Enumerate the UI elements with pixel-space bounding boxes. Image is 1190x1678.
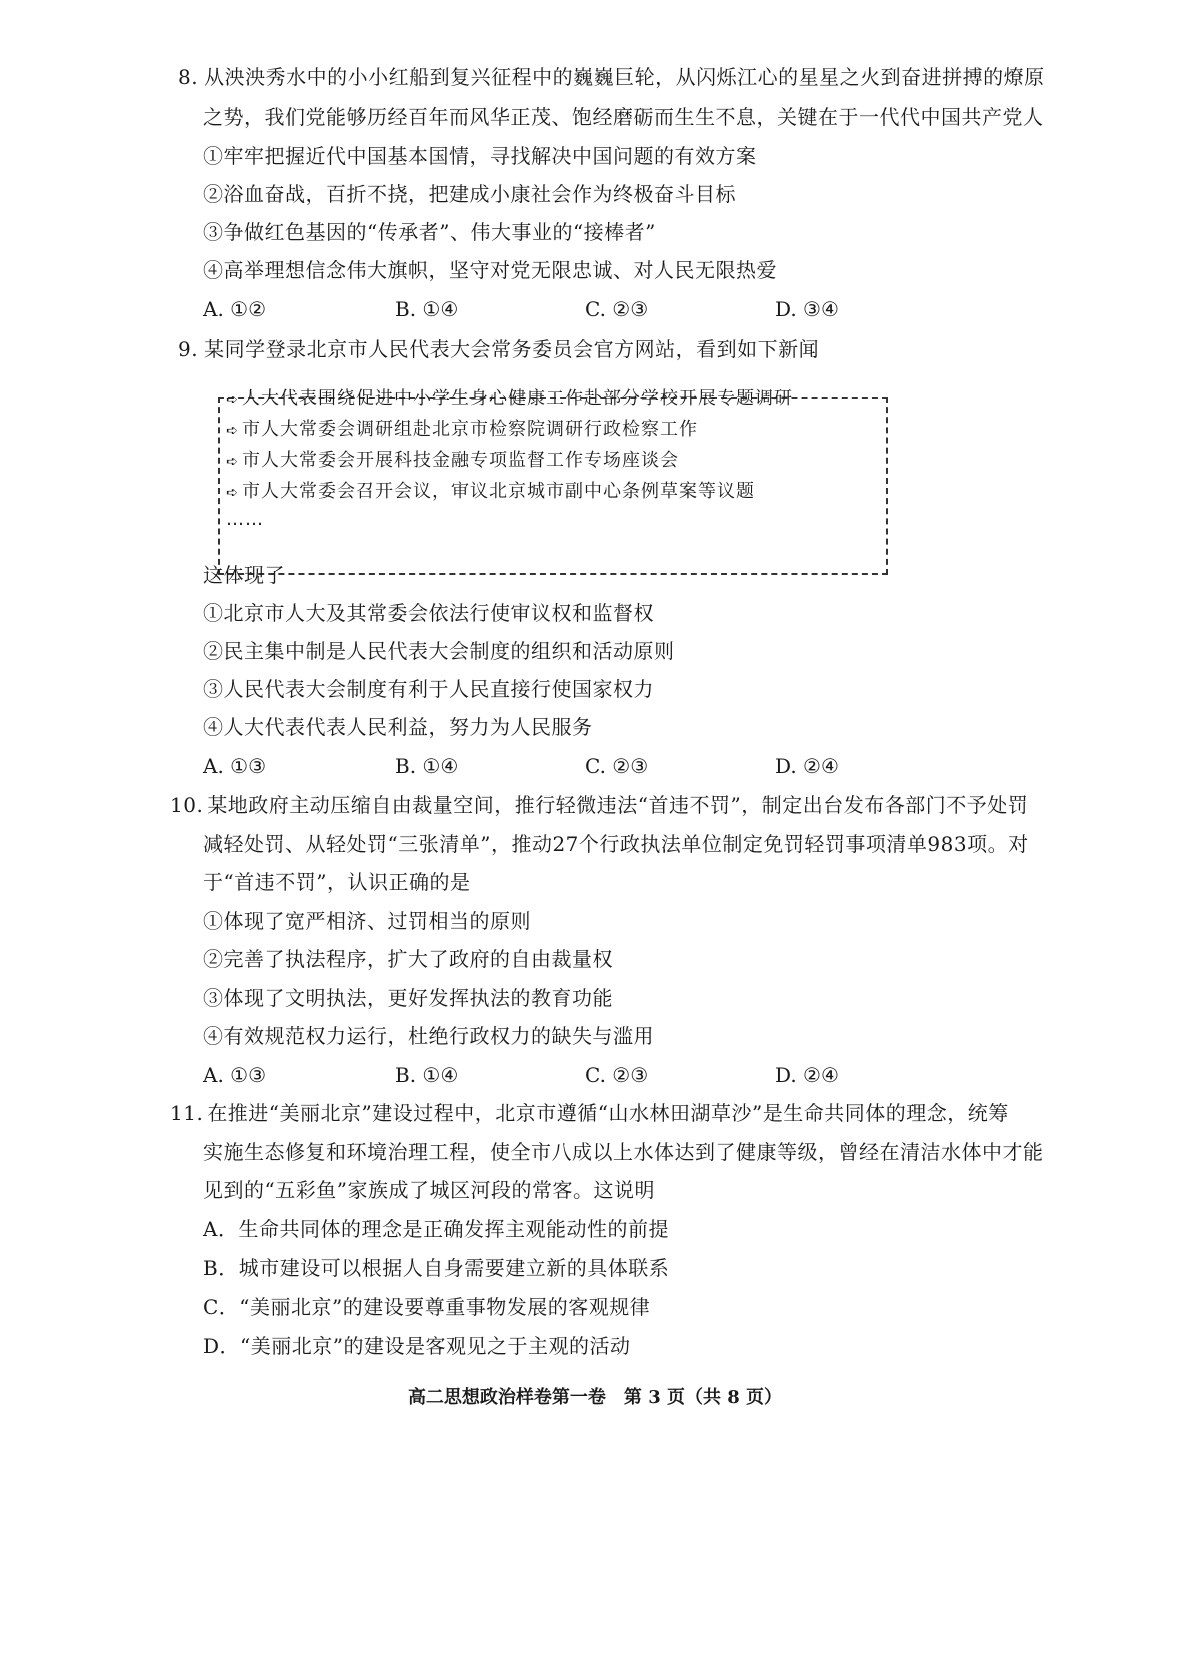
q11-stem-line-2: 实施生态修复和环境治理工程，使全市八成以上水体达到了健康等级，曾经在清洁水体中才能 <box>203 1140 1044 1164</box>
q9-lead: 这体现了 <box>203 563 285 587</box>
arrow-bullet-icon: ➪ <box>226 392 239 408</box>
q9-stem: 9. 某同学登录北京市人民代表大会常务委员会官方网站，看到如下新闻 <box>178 337 820 361</box>
q9-option-c[interactable]: C. ②③ <box>585 754 649 778</box>
q8-option-c[interactable]: C. ②③ <box>585 297 649 321</box>
q11-number: 11. <box>170 1101 204 1125</box>
q9-item-3: ③人民代表大会制度有利于人民直接行使国家权力 <box>203 677 654 701</box>
q10-number: 10. <box>170 793 204 817</box>
q9-option-d[interactable]: D. ②④ <box>775 754 839 778</box>
arrow-bullet-icon: ➪ <box>226 454 239 470</box>
q10-option-d[interactable]: D. ②④ <box>775 1063 839 1087</box>
q11-option-d[interactable]: D．“美丽北京”的建设是客观见之于主观的活动 <box>203 1334 631 1358</box>
q9-item-1: ①北京市人大及其常委会依法行使审议权和监督权 <box>203 601 654 625</box>
q8-number: 8. <box>178 65 199 89</box>
page-footer: 高二思想政治样卷第一卷 第 3 页（共 8 页） <box>407 1387 783 1408</box>
news-item-4: ➪ 市人大常委会召开会议，审议北京城市副中心条例草案等议题 <box>226 480 755 505</box>
q11-option-a[interactable]: A．生命共同体的理念是正确发挥主观能动性的前提 <box>203 1217 669 1241</box>
q8-item-4: ④高举理想信念伟大旗帜，坚守对党无限忠诚、对人民无限热爱 <box>203 258 777 282</box>
q9-number: 9. <box>178 337 199 361</box>
q9-option-a[interactable]: A. ①③ <box>203 754 267 778</box>
q10-item-4: ④有效规范权力运行，杜绝行政权力的缺失与滥用 <box>203 1024 654 1048</box>
q11-stem-line-1: 11. 在推进“美丽北京”建设过程中，北京市遵循“山水林田湖草沙”是生命共同体的理念，统筹 <box>170 1101 1009 1125</box>
q11-stem-line-3: 见到的“五彩鱼”家族成了城区河段的常客。这说明 <box>203 1178 655 1202</box>
q10-option-c[interactable]: C. ②③ <box>585 1063 649 1087</box>
q8-item-2: ②浴血奋战，百折不挠，把建成小康社会作为终极奋斗目标 <box>203 182 736 206</box>
q11-option-b[interactable]: B．城市建设可以根据人自身需要建立新的具体联系 <box>203 1256 670 1280</box>
q10-stem-line-2: 减轻处罚、从轻处罚“三张清单”，推动27个行政执法单位制定免罚轻罚事项清单983项。对 <box>203 832 1029 856</box>
arrow-bullet-icon: ➪ <box>226 423 239 439</box>
q8-option-b[interactable]: B. ①④ <box>395 297 459 321</box>
news-item-2: ➪ 市人大常委会调研组赴北京市检察院调研行政检察工作 <box>226 418 698 443</box>
q8-stem-line-1: 8. 从泱泱秀水中的小小红船到复兴征程中的巍巍巨轮，从闪烁江心的星星之火到奋进拼搏的燎原 <box>178 65 1045 89</box>
q10-option-b[interactable]: B. ①④ <box>395 1063 459 1087</box>
q10-option-a[interactable]: A. ①③ <box>203 1063 267 1087</box>
q8-option-a[interactable]: A. ①② <box>203 297 267 321</box>
q11-option-c[interactable]: C．“美丽北京”的建设要尊重事物发展的客观规律 <box>203 1295 651 1319</box>
q8-stem-line-2: 之势，我们党能够历经百年而风华正茂、饱经磨砺而生生不息，关键在于一代代中国共产党人 <box>203 105 1044 129</box>
news-ellipsis: …… <box>226 509 264 530</box>
q10-stem-line-1: 10. 某地政府主动压缩自由裁量空间，推行轻微违法“首违不罚”，制定出台发布各部门不予处罚 <box>170 793 1029 817</box>
q10-item-3: ③体现了文明执法，更好发挥执法的教育功能 <box>203 986 613 1010</box>
q9-item-4: ④人大代表代表人民利益，努力为人民服务 <box>203 715 593 739</box>
q8-item-1: ①牢牢把握近代中国基本国情，寻找解决中国问题的有效方案 <box>203 144 757 168</box>
q8-option-d[interactable]: D. ③④ <box>775 297 839 321</box>
q9-option-b[interactable]: B. ①④ <box>395 754 459 778</box>
q10-stem-line-3: 于“首违不罚”，认识正确的是 <box>203 870 471 894</box>
q9-item-2: ②民主集中制是人民代表大会制度的组织和活动原则 <box>203 639 675 663</box>
q10-item-1: ①体现了宽严相济、过罚相当的原则 <box>203 909 531 933</box>
q8-item-3: ③争做红色基因的“传承者”、伟大事业的“接棒者” <box>203 220 656 244</box>
news-item-3: ➪ 市人大常委会开展科技金融专项监督工作专场座谈会 <box>226 449 679 474</box>
q10-item-2: ②完善了执法程序，扩大了政府的自由裁量权 <box>203 947 613 971</box>
news-item-1: ➪ 人大代表围绕促进中小学生身心健康工作赴部分学校开展专题调研 <box>226 387 793 412</box>
arrow-bullet-icon: ➪ <box>226 485 239 501</box>
